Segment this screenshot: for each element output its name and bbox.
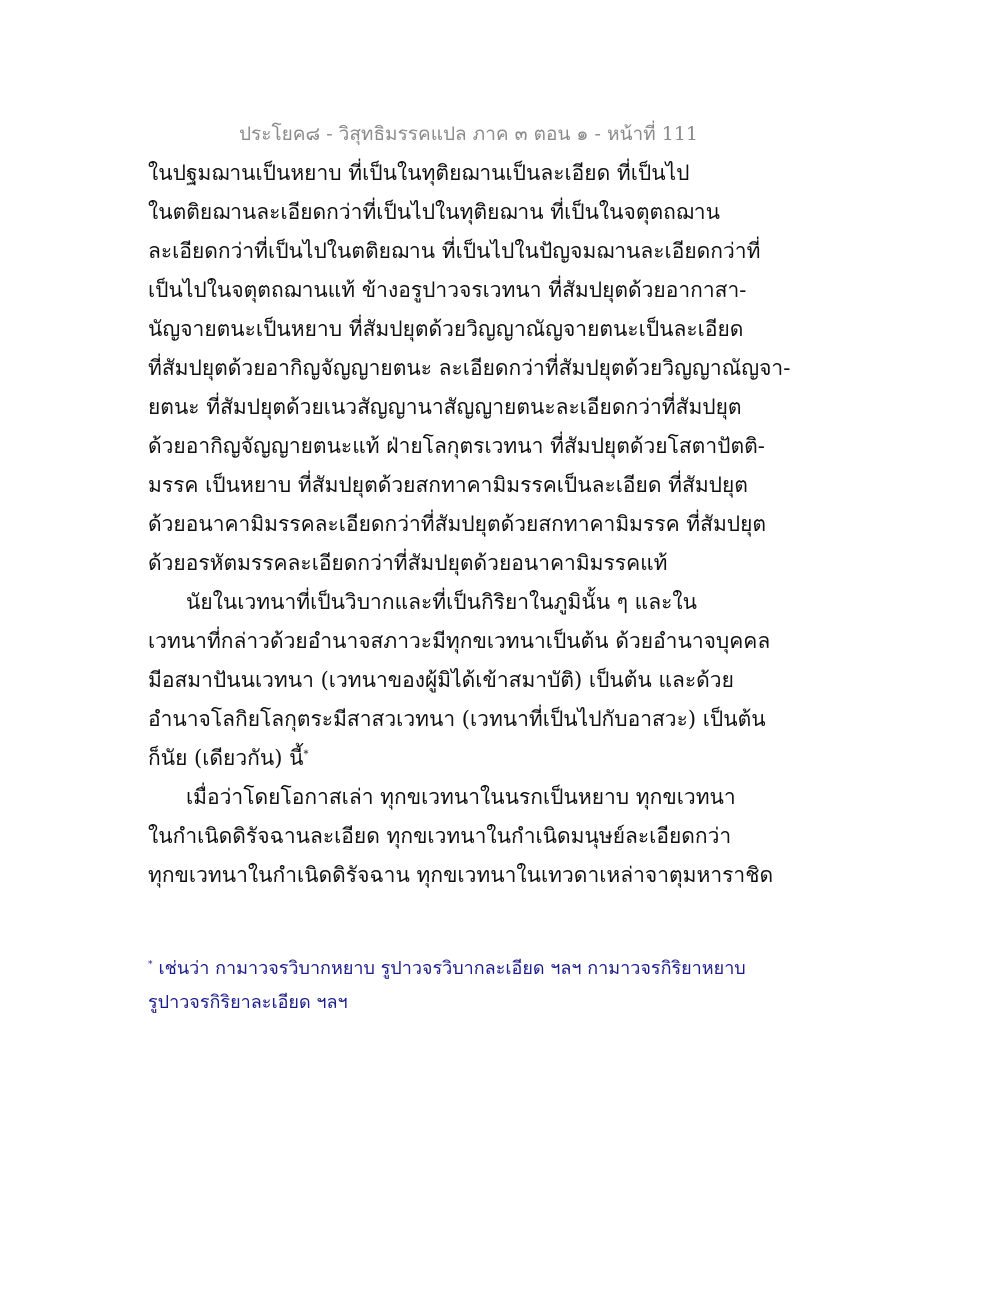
footnote-marker: * <box>148 960 153 970</box>
body-line: ด้วยอรหัตมรรคละเอียดกว่าที่สัมปยุตด้วยอนาคามิมรรคแท้ <box>148 551 668 575</box>
body-text <box>148 154 791 895</box>
footnote-reference: * <box>303 749 309 760</box>
body-line: ยตนะ ที่สัมปยุตด้วยเนวสัญญานาสัญญายตนะละเอียดกว่าที่สัมปยุต <box>148 395 742 419</box>
footnote-line <box>148 952 746 986</box>
body-line: ในตติยฌานละเอียดกว่าที่เป็นไปในทุติยฌาน ที่เป็นในจตุตถฌาน <box>148 200 720 224</box>
footnote <box>148 952 746 1020</box>
body-line-text: ก็นัย (เดียวกัน) นี้ <box>148 746 304 770</box>
body-line: ที่สัมปยุตด้วยอากิญจัญญายตนะ ละเอียดกว่าที่สัมปยุตด้วยวิญญาณัญจา- <box>148 356 791 380</box>
footnote-line: รูปาวจรกิริยาละเอียด ฯลฯ <box>148 992 348 1013</box>
body-line: นัญจายตนะเป็นหยาบ ที่สัมปยุตด้วยวิญญาณัญจายตนะเป็นละเอียด <box>148 317 744 341</box>
body-line: ทุกขเวทนาในกำเนิดดิรัจฉาน ทุกขเวทนาในเทวดาเหล่าจาตุมหาราชิด <box>148 863 774 887</box>
footnote-text: เช่นว่า กามาวจรวิบากหยาบ รูปาวจรวิบากละเอียด ฯลฯ กามาวจรกิริยาหยาบ <box>158 958 746 979</box>
body-line: เวทนาที่กล่าวด้วยอำนาจสภาวะมีทุกขเวทนาเป็นต้น ด้วยอำนาจบุคคล <box>148 629 771 653</box>
body-line: อำนาจโลกิยโลกุตระมีสาสวเวทนา (เวทนาที่เป็นไปกับอาสวะ) เป็นต้น <box>148 707 766 731</box>
running-header: ประโยค๘ - วิสุทธิมรรคแปล ภาค ๓ ตอน ๑ - หน้าที่ 111 <box>238 123 698 145</box>
body-line: ละเอียดกว่าที่เป็นไปในตติยฌาน ที่เป็นไปในปัญจมฌานละเอียดกว่าที่ <box>148 239 761 263</box>
body-line: เป็นไปในจตุตถฌานแท้ ข้างอรูปาวจรเวทนา ที่สัมปยุตด้วยอากาสา- <box>148 278 747 302</box>
body-line: ด้วยอากิญจัญญายตนะแท้ ฝ่ายโลกุตรเวทนา ที่สัมปยุตด้วยโสตาปัตติ- <box>148 434 765 458</box>
paragraph-first-line: นัยในเวทนาที่เป็นวิบากและที่เป็นกิริยาในภูมินั้น ๆ และใน <box>186 590 697 614</box>
body-line: มรรค เป็นหยาบ ที่สัมปยุตด้วยสกทาคามิมรรคเป็นละเอียด ที่สัมปยุต <box>148 473 748 497</box>
body-line: ในปฐมฌานเป็นหยาบ ที่เป็นในทุติยฌานเป็นละเอียด ที่เป็นไป <box>148 161 690 185</box>
body-line: มีอสมาปันนเวทนา (เวทนาของผู้มิได้เข้าสมาบัติ) เป็นต้น และด้วย <box>148 668 734 692</box>
body-line <box>148 739 718 778</box>
body-line: ในกำเนิดดิรัจฉานละเอียด ทุกขเวทนาในกำเนิดมนุษย์ละเอียดกว่า <box>148 824 732 848</box>
paragraph-first-line: เมื่อว่าโดยโอกาสเล่า ทุกขเวทนาในนรกเป็นหยาบ ทุกขเวทนา <box>186 785 736 809</box>
body-line: ด้วยอนาคามิมรรคละเอียดกว่าที่สัมปยุตด้วยสกทาคามิมรรค ที่สัมปยุต <box>148 512 767 536</box>
